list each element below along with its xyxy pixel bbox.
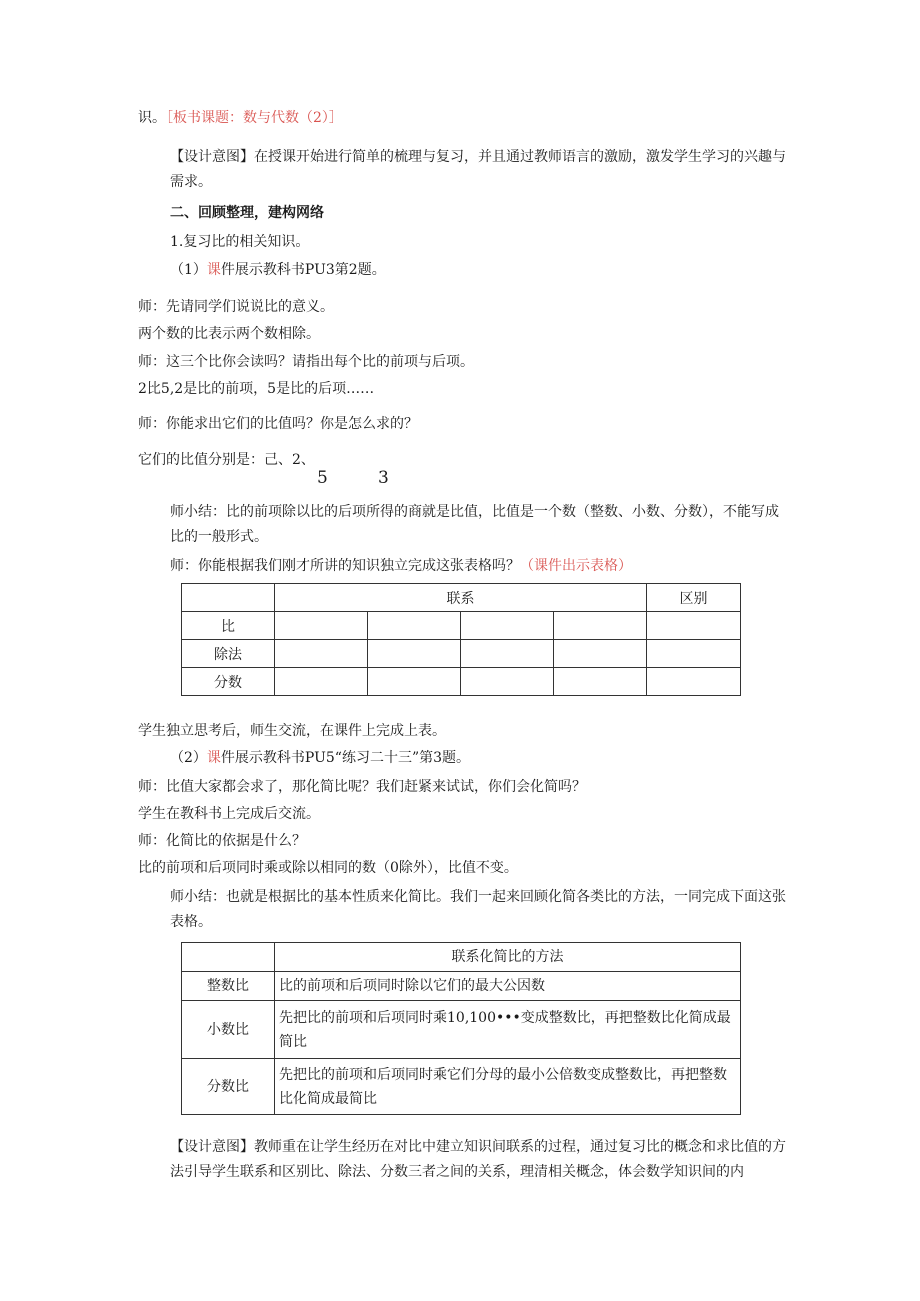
summary-2 bbox=[138, 885, 788, 935]
header-link: 联系 bbox=[275, 584, 647, 612]
design-intent-1-label: 【设计意图】 bbox=[170, 149, 254, 165]
sub1-line bbox=[170, 260, 386, 280]
simplify-header: 联系化简比的方法 bbox=[275, 943, 741, 972]
dialog2-line-2: 学生在教科书上完成后交流。 bbox=[138, 806, 320, 822]
table-row bbox=[182, 1001, 741, 1059]
summary-1-text: 师小结：比的前项除以比的后项所得的商就是比值，比值是一个数（整数、小数、分数），不能写成比的一般形式。 bbox=[170, 504, 779, 545]
design-intent-2-text: 教师重在让学生经历在对比中建立知识间联系的过程，通过复习比的概念和求比值的方法引导学生联系和区别比、除法、分数三者之间的关系，理清相关概念，体会数学知识间的内 bbox=[170, 1139, 786, 1180]
prompt-table1-red: （课件出示表格） bbox=[520, 558, 632, 574]
table-row bbox=[182, 640, 741, 668]
design-intent-1-text: 在授课开始进行简单的梳理与复习，并且通过教师语言的激励，激发学生学习的兴趣与需求。 bbox=[170, 149, 786, 190]
table-cell bbox=[182, 943, 275, 972]
sub1-red: 课 bbox=[206, 262, 221, 278]
sub2-text: 件展示教科书PU5“练习二十三”第3题。 bbox=[220, 750, 471, 766]
table-row bbox=[182, 972, 741, 1001]
row-label: 分数比 bbox=[182, 1059, 275, 1115]
dialog2-line-3: 师：化简比的依据是什么？ bbox=[138, 833, 306, 849]
dialog-line-5: 师：你能求出它们的比值吗？你是怎么求的？ bbox=[138, 416, 418, 432]
row-label: 小数比 bbox=[182, 1001, 275, 1059]
relation-table bbox=[181, 583, 741, 696]
header-diff: 区别 bbox=[647, 584, 741, 612]
design-intent-2-label: 【设计意图】 bbox=[170, 1139, 254, 1155]
row-label: 分数 bbox=[182, 668, 275, 696]
table-cell bbox=[182, 584, 275, 612]
sub2-red: 课 bbox=[206, 750, 221, 766]
dialog2-line-4: 比的前项和后项同时乘或除以相同的数（0除外），比值不变。 bbox=[138, 860, 518, 876]
row-method: 先把比的前项和后项同时乘它们分母的最小公倍数变成整数比，再把整数比化简成最简比 bbox=[275, 1059, 741, 1115]
table-row bbox=[182, 668, 741, 696]
simplify-table bbox=[181, 942, 741, 1115]
summary-2-text: 师小结：也就是根据比的基本性质来化简比。我们一起来回顾化简各类比的方法，一同完成下面这张表格。 bbox=[170, 889, 786, 930]
prompt-table1-text: 师：你能根据我们刚才所讲的知识独立完成这张表格吗？ bbox=[170, 558, 520, 574]
section-heading: 二、回顾整理，建构网络 bbox=[170, 205, 324, 221]
row-label: 比 bbox=[182, 612, 275, 640]
design-intent-2 bbox=[138, 1135, 788, 1185]
fraction-denominator-1: 5 bbox=[317, 468, 328, 488]
dialog-line-1: 师：先请同学们说说比的意义。 bbox=[138, 299, 334, 315]
prompt-table1 bbox=[170, 556, 632, 576]
intro-prefix: 识。 bbox=[138, 110, 166, 126]
table-row bbox=[182, 584, 741, 612]
sub1-prefix: （1） bbox=[170, 262, 207, 278]
sub2-line bbox=[170, 748, 470, 768]
row-label: 整数比 bbox=[182, 972, 275, 1001]
dialog-line-6: 它们的比值分别是：己、2、 bbox=[138, 452, 315, 468]
dialog-line-3: 师：这三个比你会读吗？请指出每个比的前项与后项。 bbox=[138, 354, 474, 370]
board-note: ［板书课题：数与代数（2）］ bbox=[166, 110, 343, 126]
summary-1 bbox=[138, 500, 788, 550]
sub1-text: 件展示教科书PU3第2题。 bbox=[220, 262, 386, 278]
dialog-line-4: 2比5,2是比的前项，5是比的后项…… bbox=[138, 381, 375, 397]
dialog-line-2: 两个数的比表示两个数相除。 bbox=[138, 326, 320, 342]
table-row bbox=[182, 612, 741, 640]
design-intent-1 bbox=[138, 145, 788, 195]
row-method: 先把比的前项和后项同时乘10,100•••变成整数比，再把整数比化简成最简比 bbox=[275, 1001, 741, 1059]
fraction-denominator-2: 3 bbox=[378, 468, 389, 488]
sub2-prefix: （2） bbox=[170, 750, 207, 766]
table-row bbox=[182, 943, 741, 972]
table-row bbox=[182, 1059, 741, 1115]
row-method: 比的前项和后项同时除以它们的最大公因数 bbox=[275, 972, 741, 1001]
after-table1: 学生独立思考后，师生交流，在课件上完成上表。 bbox=[138, 723, 446, 739]
item1-title: 1.复习比的相关知识。 bbox=[170, 234, 310, 250]
intro-line bbox=[138, 108, 343, 128]
dialog2-line-1: 师：比值大家都会求了，那化简比呢？我们赶紧来试试，你们会化简吗？ bbox=[138, 779, 586, 795]
row-label: 除法 bbox=[182, 640, 275, 668]
